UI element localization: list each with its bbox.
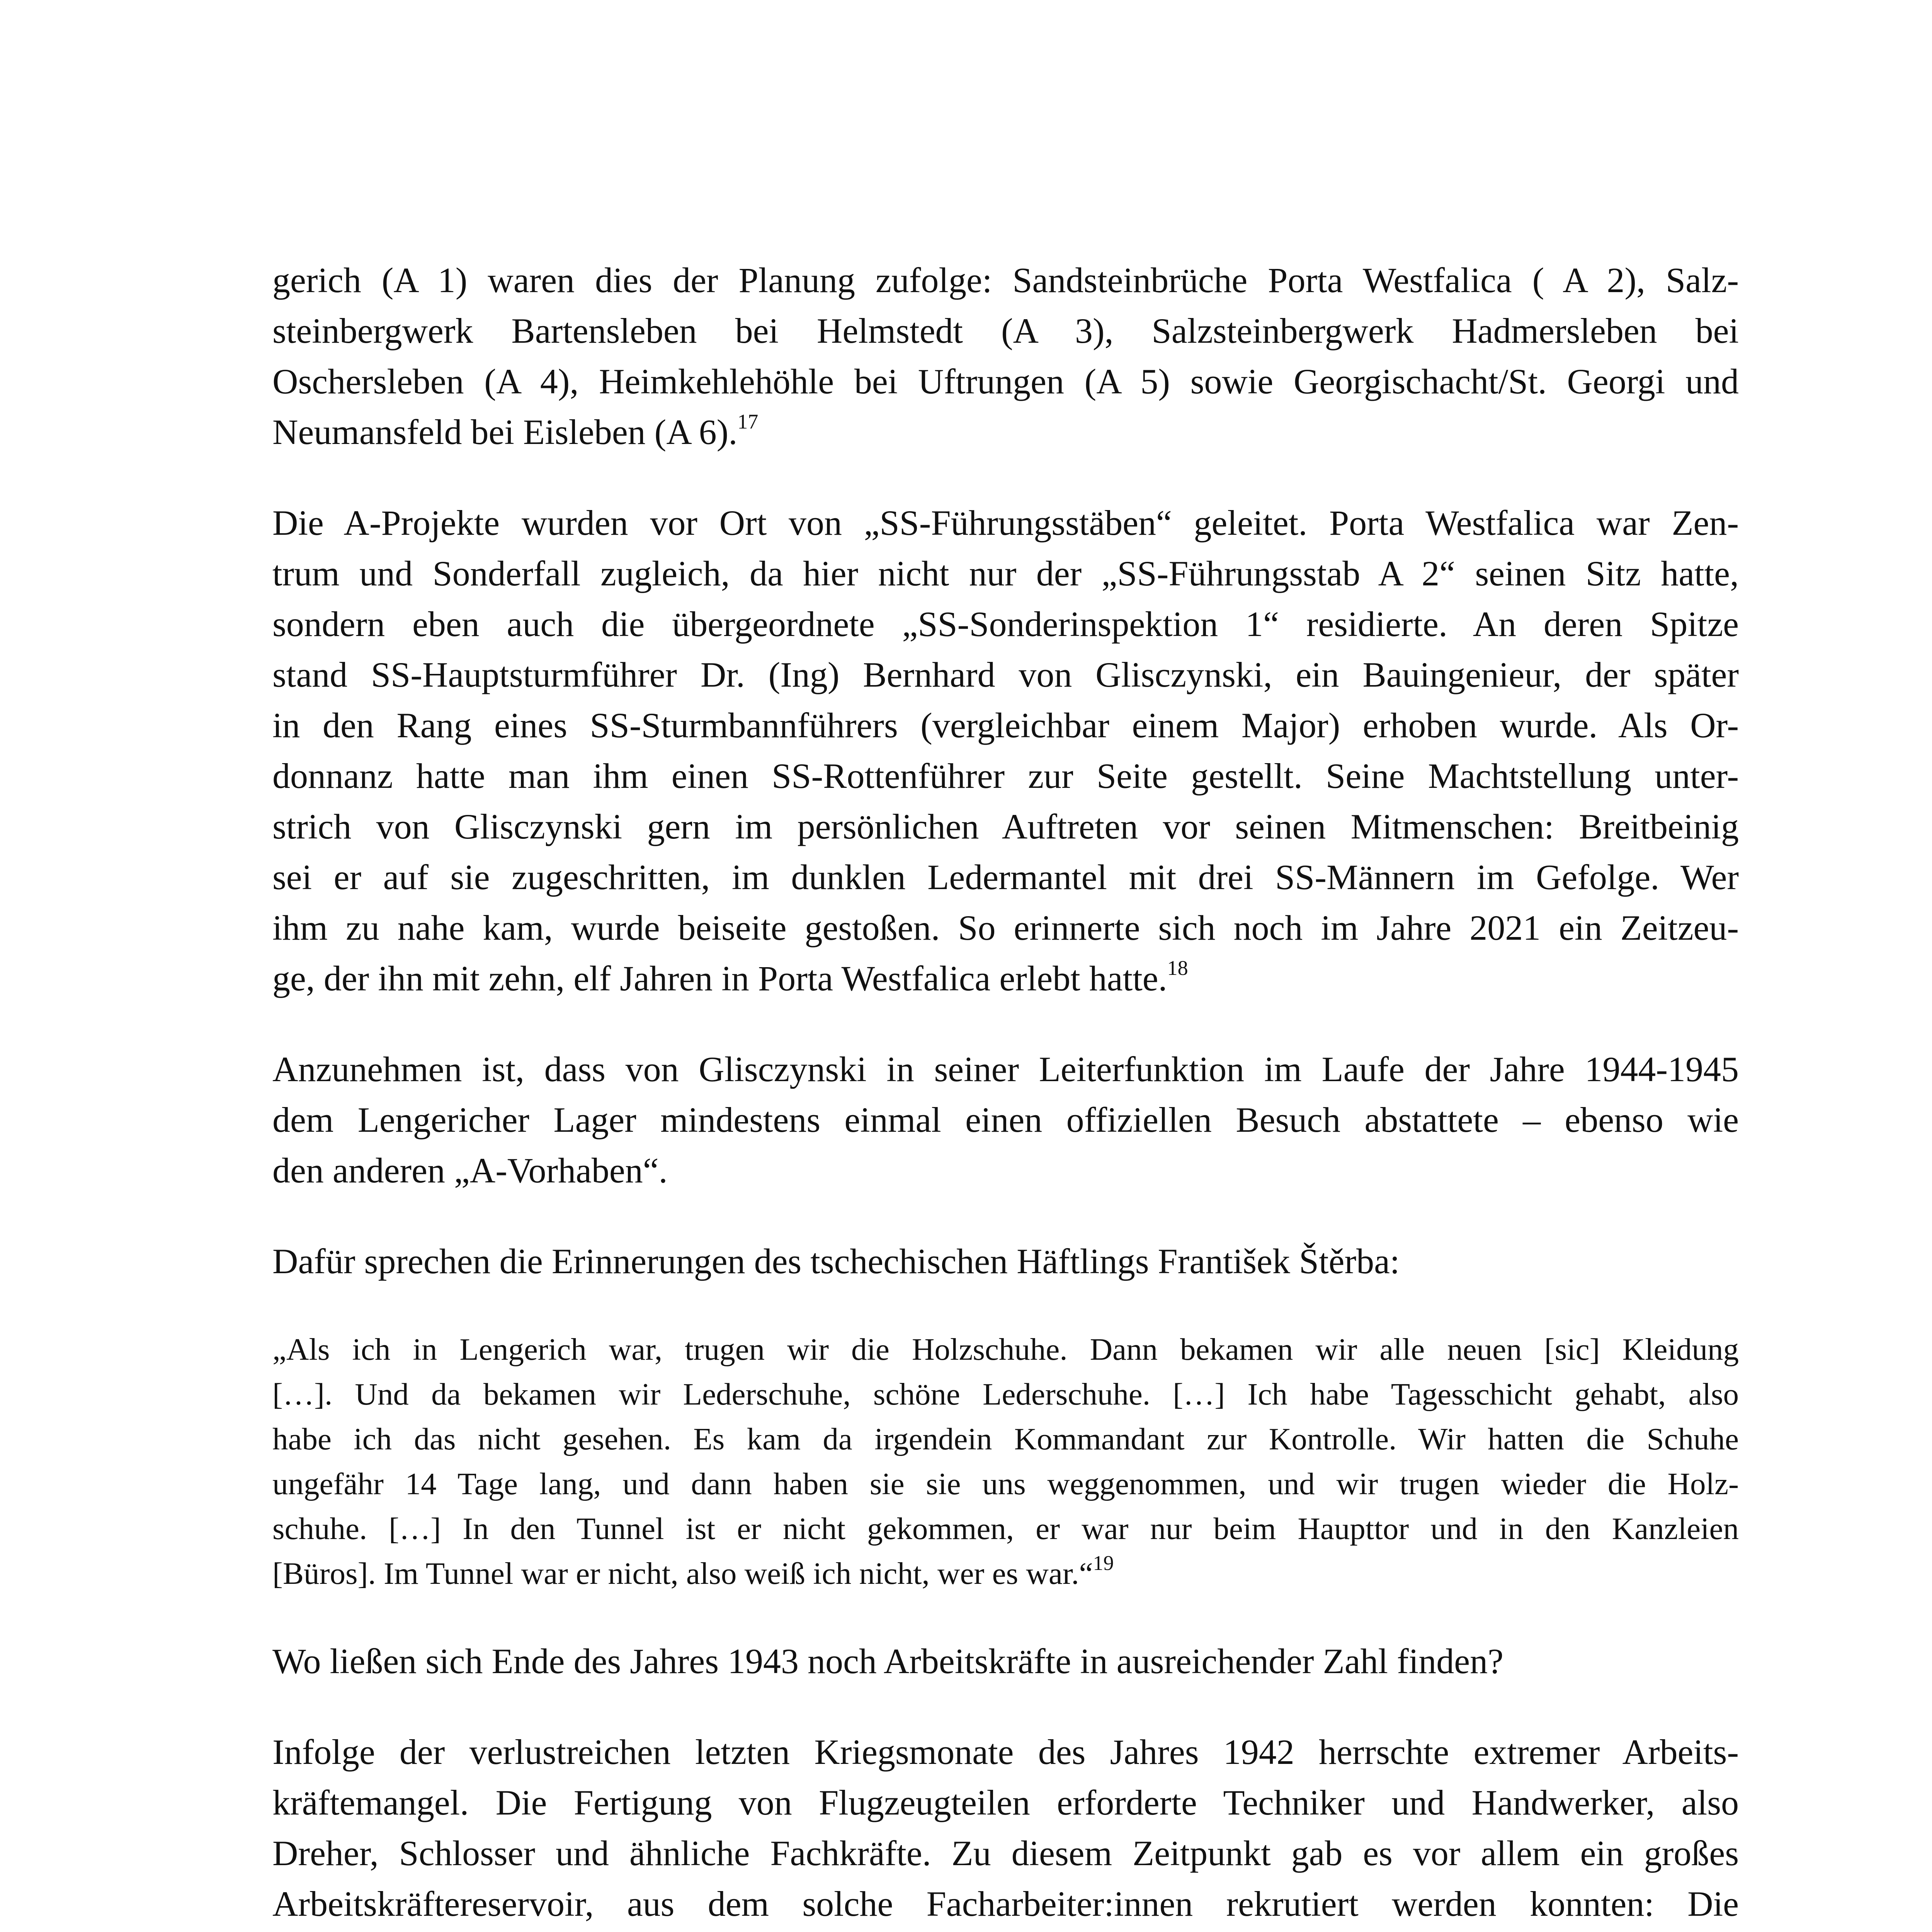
text-line — [272, 1929, 1739, 1932]
text-line: sei er auf sie zugeschritten, im dunklen Ledermantel mit drei SS-Männern im Gefolge. Wer — [272, 857, 1739, 897]
text-line: sondern eben auch die übergeordnete „SS-Sonderinspektion 1“ residierte. An deren Spitze — [272, 604, 1739, 644]
text-line: strich von Glisczynski gern im persönlichen Auftreten vor seinen Mitmenschen: Breitbeinig — [272, 807, 1739, 846]
text-line — [272, 407, 1739, 457]
text-line: Dafür sprechen die Erinnerungen des tschechischen Häftlings František Štěrba: — [272, 1242, 1400, 1281]
quote-line — [272, 1551, 1739, 1596]
page-body — [272, 255, 1739, 1932]
quote-line: ungefähr 14 Tage lang, und dann haben sie sie uns weggenommen, und wir trugen wieder die Holz- — [272, 1466, 1739, 1501]
quote-line: schuhe. […] In den Tunnel ist er nicht gekommen, er war nur beim Haupttor und in den Kanzleien — [272, 1511, 1739, 1546]
text-fragment: ge, der ihn mit zehn, elf Jahren in Porta Westfalica erlebt hatte. — [272, 959, 1167, 998]
footnote-ref[interactable]: 17 — [737, 410, 759, 434]
text-line: Infolge der verlustreichen letzten Kriegsmonate des Jahres 1942 herrschte extremer Arbeits- — [272, 1732, 1739, 1772]
text-line: in den Rang eines SS-Sturmbannführers (vergleichbar einem Major) erhoben wurde. Als Or- — [272, 706, 1739, 745]
paragraph — [272, 1236, 1739, 1287]
text-line: donnanz hatte man ihm einen SS-Rottenführer zur Seite gestellt. Seine Machtstellung unter- — [272, 756, 1739, 796]
text-line: steinbergwerk Bartensleben bei Helmstedt (A 3), Salzsteinbergwerk Hadmersleben bei — [272, 311, 1739, 350]
text-line: trum und Sonderfall zugleich, da hier nicht nur der „SS-Führungsstab A 2“ seinen Sitz hatte, — [272, 554, 1739, 593]
text-line: ihm zu nahe kam, wurde beiseite gestoßen. So erinnerte sich noch im Jahre 2021 ein Zeitzeu- — [272, 908, 1739, 947]
quote-line: habe ich das nicht gesehen. Es kam da irgendein Kommandant zur Kontrolle. Wir hatten die Schuhe — [272, 1422, 1739, 1456]
text-line: dem Lengericher Lager mindestens einmal einen offiziellen Besuch abstattete – ebenso wie — [272, 1100, 1739, 1139]
text-fragment: Neumansfeld bei Eisleben (A 6). — [272, 412, 738, 452]
quote-line: „Als ich in Lengerich war, trugen wir die Holzschuhe. Dann bekamen wir alle neuen [sic] Kleidung — [272, 1332, 1739, 1367]
paragraph — [272, 1636, 1739, 1687]
text-fragment: [Büros]. Im Tunnel war er nicht, also weiß ich nicht, wer es war.“ — [272, 1556, 1093, 1591]
text-line: Oschersleben (A 4), Heimkehlehöhle bei Uftrungen (A 5) sowie Georgischacht/St. Georgi und — [272, 362, 1739, 401]
text-line: gerich (A 1) waren dies der Planung zufolge: Sandsteinbrüche Porta Westfalica ( A 2), Salz- — [272, 260, 1739, 300]
paragraph — [272, 498, 1739, 1004]
paragraph — [272, 1727, 1739, 1932]
text-line: Anzunehmen ist, dass von Glisczynski in seiner Leiterfunktion im Laufe der Jahre 1944-1945 — [272, 1049, 1739, 1089]
text-line: Wo ließen sich Ende des Jahres 1943 noch Arbeitskräfte in ausreichender Zahl finden? — [272, 1641, 1503, 1681]
text-line: Die A-Projekte wurden vor Ort von „SS-Führungsstäben“ geleitet. Porta Westfalica war Zen- — [272, 503, 1739, 543]
footnote-ref[interactable]: 19 — [1093, 1551, 1114, 1575]
paragraph — [272, 1044, 1739, 1196]
paragraph — [272, 255, 1739, 457]
quote-line: […]. Und da bekamen wir Lederschuhe, schöne Lederschuhe. […] Ich habe Tagesschicht gehabt, also — [272, 1377, 1739, 1412]
text-line: Arbeitskräftereservoir, aus dem solche Facharbeiter:innen rekrutiert werden konnten: Die — [272, 1884, 1739, 1923]
block-quote — [272, 1327, 1739, 1596]
footnote-ref[interactable]: 18 — [1167, 956, 1188, 980]
text-line: kräftemangel. Die Fertigung von Flugzeugteilen erforderte Techniker und Handwerker, also — [272, 1783, 1739, 1822]
text-line: Dreher, Schlosser und ähnliche Fachkräfte. Zu diesem Zeitpunkt gab es vor allem ein großes — [272, 1833, 1739, 1873]
text-line: den anderen „A-Vorhaben“. — [272, 1151, 668, 1190]
text-line — [272, 953, 1739, 1004]
text-line: stand SS-Hauptsturmführer Dr. (Ing) Bernhard von Glisczynski, ein Bauingenieur, der später — [272, 655, 1739, 694]
